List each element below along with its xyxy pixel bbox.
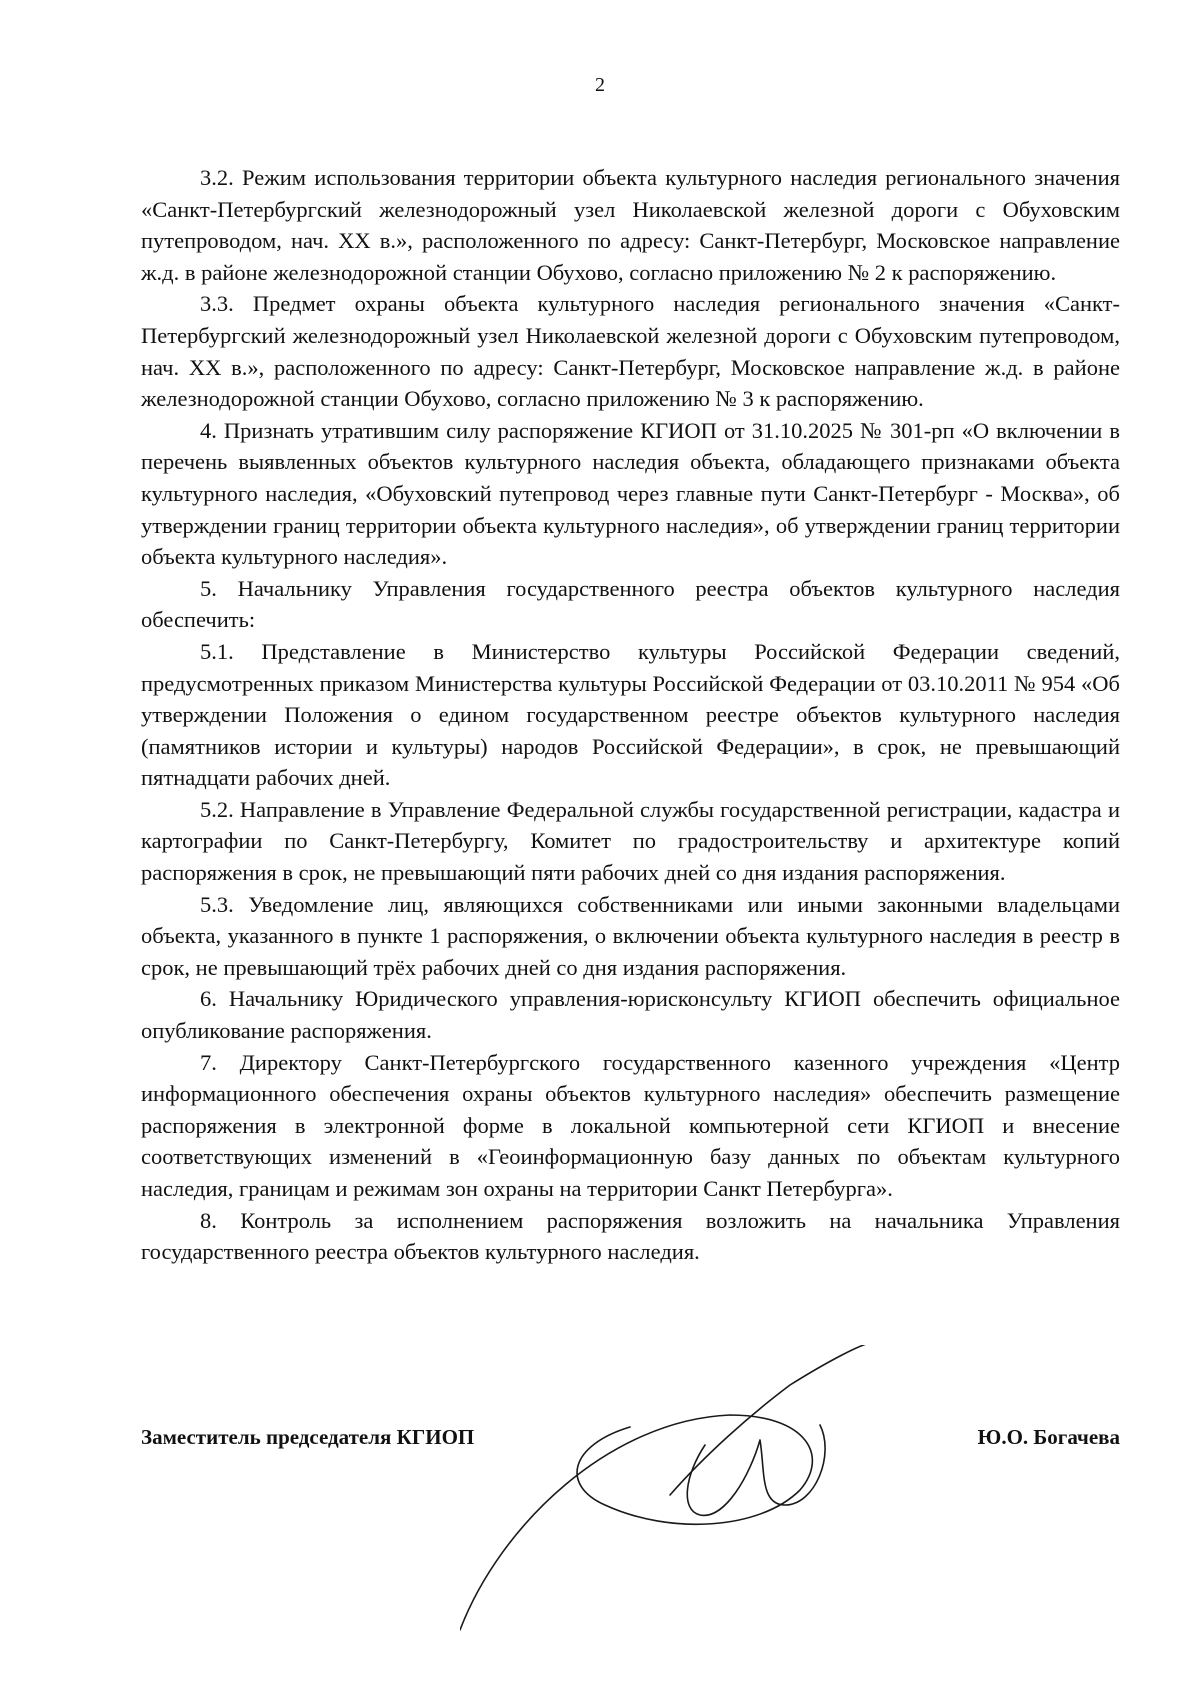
paragraph-5: 5. Начальнику Управления государственного реестра объектов культурного наследия обеспечить: (141, 575, 1120, 633)
handwritten-signature (460, 1345, 940, 1645)
paragraph-5-3: 5.3. Уведомление лиц, являющихся собственниками или иными законными владельцами объекта, указанного в пункте 1 распоряжения, о включении объекта культурного наследия в реестр в срок, не превышающий трёх рабочих дней со дня издания распоряжения. (141, 891, 1120, 980)
paragraph-6: 6. Начальнику Юридического управления-юрисконсульту КГИОП обеспечить официальное опубликование распоряжения. (141, 986, 1120, 1044)
paragraph-3-3: 3.3. Предмет охраны объекта культурного наследия регионального значения «Санкт-Петербургский железнодорожный узел Николаевской железной дороги с Обуховским путепроводом, нач. XX в.», расположенного по адресу: Санкт-Петербург, Московское направление ж.д. в районе железнодорожной станции Обухово, согласно приложению № 3 к распоряжению. (141, 291, 1120, 412)
paragraph-8: 8. Контроль за исполнением распоряжения возложить на начальника Управления государственного реестра объектов культурного наследия. (141, 1207, 1120, 1265)
document-body (141, 162, 1120, 1268)
paragraph-5-1: 5.1. Представление в Министерство культуры Российской Федерации сведений, предусмотренных приказом Министерства культуры Российской Федерации от 03.10.2011 № 954 «Об утверждении Положения о едином государственном реестре объектов культурного наследия (памятников истории и культуры) народов Российской Федерации», в срок, не превышающий пятнадцати рабочих дней. (141, 638, 1120, 791)
page-number: 2 (595, 74, 605, 96)
paragraph-3-2: 3.2. Режим использования территории объекта культурного наследия регионального значения «Санкт-Петербургский железнодорожный узел Николаевской железной дороги с Обуховским путепроводом, нач. XX в.», расположенного по адресу: Санкт-Петербург, Московское направление ж.д. в районе железнодорожной станции Обухово, согласно приложению № 2 к распоряжению. (141, 165, 1120, 285)
paragraph-7: 7. Директору Санкт-Петербургского государственного казенного учреждения «Центр информационного обеспечения охраны объектов культурного наследия» обеспечить размещение распоряжения в электронной форме в локальной компьютерной сети КГИОП и внесение соответствующих изменений в «Геоинформационную базу данных по объектам культурного наследия, границам и режимам зон охраны на территории Санкт Петербурга». (141, 1049, 1120, 1201)
paragraph-5-2: 5.2. Направление в Управление Федеральной службы государственной регистрации, кадастра и картографии по Санкт-Петербургу, Комитет по градостроительству и архитектуре копий распоряжения в срок, не превышающий пяти рабочих дней со дня издания распоряжения. (141, 796, 1120, 886)
signer-position: Заместитель председателя КГИОП (141, 1425, 475, 1449)
signer-name: Ю.О. Богачева (977, 1425, 1120, 1449)
paragraph-4: 4. Признать утратившим силу распоряжение КГИОП от 31.10.2025 № 301-рп «О включении в перечень выявленных объектов культурного наследия объекта, обладающего признаками объекта культурного наследия, «Обуховский путепровод через главные пути Санкт-Петербург - Москва», об утверждении границ территории объекта культурного наследия», об утверждении границ территории объекта культурного наследия». (141, 417, 1120, 570)
